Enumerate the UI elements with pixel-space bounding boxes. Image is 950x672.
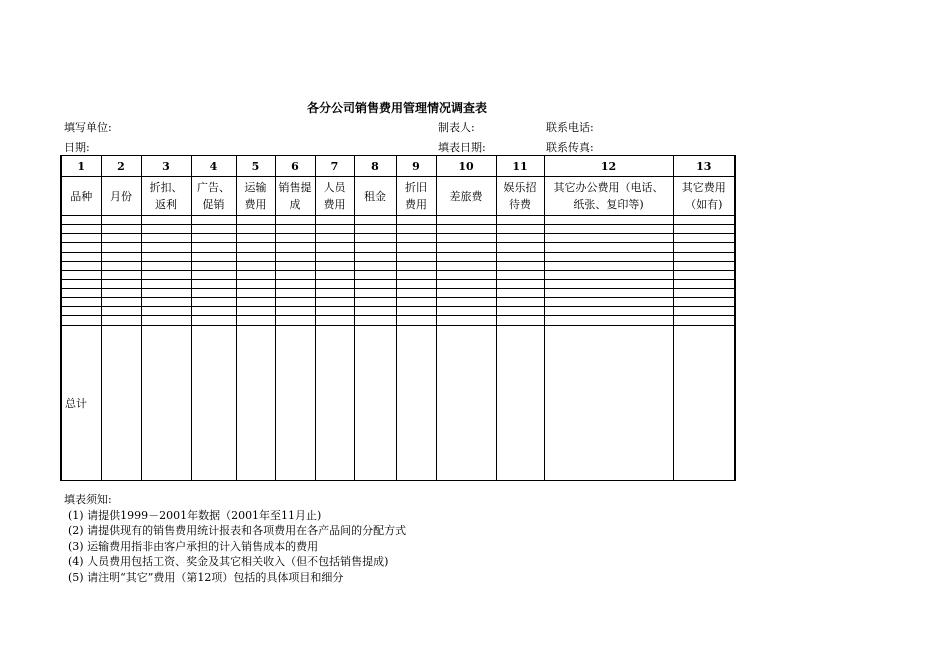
table-cell[interactable] xyxy=(61,243,101,252)
table-cell[interactable] xyxy=(236,252,275,261)
column-header-line: 费用 xyxy=(244,198,267,211)
column-number: 4 xyxy=(191,156,236,177)
note-item: (3) 运输费用指非由客户承担的计入销售成本的费用 xyxy=(68,539,319,553)
fill-unit-label: 填写单位: xyxy=(64,121,112,134)
table-row xyxy=(61,316,735,325)
table-cell[interactable] xyxy=(496,252,544,261)
table-cell[interactable] xyxy=(496,225,544,234)
table-cell[interactable] xyxy=(436,289,496,298)
column-header-line: 成 xyxy=(289,198,301,211)
table-cell[interactable] xyxy=(236,261,275,270)
table-cell[interactable] xyxy=(315,243,354,252)
table-cell[interactable] xyxy=(141,225,191,234)
table-cell[interactable] xyxy=(544,261,673,270)
table-cell[interactable] xyxy=(396,216,436,225)
table-cell[interactable] xyxy=(275,289,315,298)
table-cell[interactable] xyxy=(61,234,101,243)
notes-heading: 填表须知: xyxy=(64,493,112,506)
table-cell[interactable] xyxy=(673,289,735,298)
table-cell[interactable] xyxy=(191,225,236,234)
table-cell[interactable] xyxy=(436,316,496,325)
column-number-row xyxy=(61,156,735,177)
table-cell[interactable] xyxy=(315,216,354,225)
table-cell[interactable] xyxy=(141,243,191,252)
table-cell[interactable] xyxy=(436,307,496,316)
note-item: (5) 请注明“其它”费用（第12项）包括的具体项目和细分 xyxy=(68,570,344,584)
column-header xyxy=(396,177,436,216)
column-number: 6 xyxy=(275,156,315,177)
table-row xyxy=(61,243,735,252)
table-row xyxy=(61,307,735,316)
table-cell[interactable] xyxy=(354,279,396,288)
column-number: 13 xyxy=(673,156,735,177)
column-number: 8 xyxy=(354,156,396,177)
table-cell[interactable] xyxy=(315,316,354,325)
table-cell[interactable] xyxy=(673,298,735,307)
table-cell[interactable] xyxy=(436,252,496,261)
column-number: 1 xyxy=(61,156,101,177)
table-cell[interactable] xyxy=(544,252,673,261)
note-item: (4) 人员费用包括工资、奖金及其它相关收入（但不包括销售提成) xyxy=(68,555,389,569)
table-row xyxy=(61,270,735,279)
table-row xyxy=(61,252,735,261)
table-row xyxy=(61,289,735,298)
table-cell[interactable] xyxy=(236,243,275,252)
column-number: 7 xyxy=(315,156,354,177)
maker-label: 制表人: xyxy=(438,121,475,134)
table-cell[interactable] xyxy=(101,216,141,225)
total-label: 总计 xyxy=(61,325,101,481)
column-header xyxy=(191,177,236,216)
column-header-line: 折扣、 xyxy=(149,181,183,194)
table-cell[interactable] xyxy=(236,307,275,316)
column-header-line: 销售提 xyxy=(278,181,312,194)
table-cell[interactable] xyxy=(236,316,275,325)
table-cell[interactable] xyxy=(141,325,191,481)
table-cell[interactable] xyxy=(101,234,141,243)
table-cell[interactable] xyxy=(101,252,141,261)
table-row xyxy=(61,216,735,225)
table-cell[interactable] xyxy=(315,279,354,288)
phone-label: 联系电话: xyxy=(546,121,594,134)
column-header-line: 月份 xyxy=(110,189,132,203)
table-cell[interactable] xyxy=(354,252,396,261)
table-cell[interactable] xyxy=(191,298,236,307)
table-cell[interactable] xyxy=(496,316,544,325)
column-header-line: 人员 xyxy=(323,181,346,194)
table-cell[interactable] xyxy=(191,243,236,252)
table-cell[interactable] xyxy=(496,261,544,270)
column-number: 2 xyxy=(101,156,141,177)
table-cell[interactable] xyxy=(496,298,544,307)
column-header-line: （如有) xyxy=(685,198,723,211)
column-header-line: 其它办公费用（电话、 xyxy=(553,181,664,194)
table-cell[interactable] xyxy=(101,298,141,307)
fax-label: 联系传真: xyxy=(546,141,594,154)
table-cell[interactable] xyxy=(275,216,315,225)
table-cell[interactable] xyxy=(436,216,496,225)
table-cell[interactable] xyxy=(275,261,315,270)
table-cell[interactable] xyxy=(354,325,396,481)
table-cell[interactable] xyxy=(61,307,101,316)
table-cell[interactable] xyxy=(396,298,436,307)
table-cell[interactable] xyxy=(396,243,436,252)
table-cell[interactable] xyxy=(354,307,396,316)
table-cell[interactable] xyxy=(436,243,496,252)
table-cell[interactable] xyxy=(673,307,735,316)
table-row xyxy=(61,261,735,270)
column-header-row xyxy=(61,177,735,216)
table-cell[interactable] xyxy=(315,234,354,243)
table-cell[interactable] xyxy=(544,279,673,288)
column-number: 9 xyxy=(396,156,436,177)
table-cell[interactable] xyxy=(191,307,236,316)
column-header-line: 品种 xyxy=(70,189,93,203)
table-cell[interactable] xyxy=(141,261,191,270)
table-cell[interactable] xyxy=(101,270,141,279)
table-cell[interactable] xyxy=(673,252,735,261)
table-cell[interactable] xyxy=(673,216,735,225)
note-item: (2) 请提供现有的销售费用统计报表和各项费用在各产品间的分配方式 xyxy=(68,524,407,538)
table-cell[interactable] xyxy=(544,307,673,316)
table-cell[interactable] xyxy=(544,316,673,325)
table-cell[interactable] xyxy=(396,307,436,316)
table-cell[interactable] xyxy=(673,225,735,234)
table-cell[interactable] xyxy=(236,225,275,234)
table-cell[interactable] xyxy=(236,289,275,298)
column-header xyxy=(544,177,673,216)
table-cell[interactable] xyxy=(191,234,236,243)
column-number: 12 xyxy=(544,156,673,177)
table-cell[interactable] xyxy=(354,234,396,243)
table-cell[interactable] xyxy=(544,270,673,279)
table-cell[interactable] xyxy=(275,234,315,243)
table-cell[interactable] xyxy=(101,307,141,316)
table-cell[interactable] xyxy=(544,289,673,298)
table-cell[interactable] xyxy=(61,270,101,279)
column-header-line: 折旧 xyxy=(405,181,427,194)
table-cell[interactable] xyxy=(354,316,396,325)
column-header-line: 费用 xyxy=(405,198,427,211)
table-cell[interactable] xyxy=(275,243,315,252)
table-cell[interactable] xyxy=(275,307,315,316)
table-cell[interactable] xyxy=(354,270,396,279)
table-cell[interactable] xyxy=(354,243,396,252)
table-cell[interactable] xyxy=(436,270,496,279)
column-number: 11 xyxy=(496,156,544,177)
table-cell[interactable] xyxy=(141,234,191,243)
table-cell[interactable] xyxy=(354,261,396,270)
table-cell[interactable] xyxy=(61,279,101,288)
table-cell[interactable] xyxy=(236,216,275,225)
table-cell[interactable] xyxy=(191,279,236,288)
table-cell[interactable] xyxy=(236,325,275,481)
table-cell[interactable] xyxy=(61,261,101,270)
column-header xyxy=(496,177,544,216)
table-cell[interactable] xyxy=(496,289,544,298)
table-cell[interactable] xyxy=(436,279,496,288)
table-cell[interactable] xyxy=(236,270,275,279)
table-row xyxy=(61,298,735,307)
column-header-line: 促销 xyxy=(202,198,225,211)
table-cell[interactable] xyxy=(544,243,673,252)
table-cell[interactable] xyxy=(544,216,673,225)
table-cell[interactable] xyxy=(275,298,315,307)
table-cell[interactable] xyxy=(673,270,735,279)
table-cell[interactable] xyxy=(673,279,735,288)
table-cell[interactable] xyxy=(191,252,236,261)
column-header xyxy=(436,177,496,216)
table-cell[interactable] xyxy=(396,270,436,279)
table-cell[interactable] xyxy=(673,325,735,481)
table-cell[interactable] xyxy=(673,234,735,243)
table-cell[interactable] xyxy=(275,225,315,234)
table-cell[interactable] xyxy=(315,252,354,261)
table-cell[interactable] xyxy=(496,234,544,243)
total-row xyxy=(61,325,735,481)
table-cell[interactable] xyxy=(101,279,141,288)
column-header-line: 租金 xyxy=(364,189,386,203)
table-cell[interactable] xyxy=(191,270,236,279)
table-cell[interactable] xyxy=(61,316,101,325)
table-cell[interactable] xyxy=(396,261,436,270)
table-cell[interactable] xyxy=(354,225,396,234)
table-cell[interactable] xyxy=(141,307,191,316)
table-cell[interactable] xyxy=(191,216,236,225)
table-cell[interactable] xyxy=(315,289,354,298)
table-cell[interactable] xyxy=(101,261,141,270)
table-cell[interactable] xyxy=(236,298,275,307)
column-header-line: 返利 xyxy=(155,198,177,211)
table-cell[interactable] xyxy=(544,298,673,307)
column-number: 5 xyxy=(236,156,275,177)
table-cell[interactable] xyxy=(315,225,354,234)
column-number: 3 xyxy=(141,156,191,177)
fill-date-label: 填表日期: xyxy=(438,141,486,154)
table-cell[interactable] xyxy=(101,325,141,481)
table-cell[interactable] xyxy=(101,225,141,234)
table-cell[interactable] xyxy=(436,234,496,243)
table-cell[interactable] xyxy=(315,298,354,307)
table-cell[interactable] xyxy=(496,270,544,279)
table-cell[interactable] xyxy=(315,325,354,481)
column-header-line: 待费 xyxy=(509,198,531,211)
table-cell[interactable] xyxy=(141,316,191,325)
table-cell[interactable] xyxy=(141,216,191,225)
table-cell[interactable] xyxy=(315,270,354,279)
table-cell[interactable] xyxy=(396,279,436,288)
table-cell[interactable] xyxy=(396,234,436,243)
table-cell[interactable] xyxy=(141,298,191,307)
table-cell[interactable] xyxy=(101,243,141,252)
table-cell[interactable] xyxy=(141,252,191,261)
date-label: 日期: xyxy=(64,141,90,154)
table-cell[interactable] xyxy=(191,261,236,270)
table-cell[interactable] xyxy=(61,289,101,298)
table-cell[interactable] xyxy=(496,279,544,288)
table-cell[interactable] xyxy=(354,289,396,298)
column-header-line: 其它费用 xyxy=(681,181,726,194)
table-cell[interactable] xyxy=(236,279,275,288)
column-header xyxy=(236,177,275,216)
table-cell[interactable] xyxy=(101,289,141,298)
table-cell[interactable] xyxy=(496,325,544,481)
table-cell[interactable] xyxy=(673,261,735,270)
table-cell[interactable] xyxy=(275,270,315,279)
table-cell[interactable] xyxy=(396,225,436,234)
table-cell[interactable] xyxy=(275,252,315,261)
table-cell[interactable] xyxy=(396,289,436,298)
column-header-line: 运输 xyxy=(244,181,267,194)
column-number: 10 xyxy=(436,156,496,177)
page-title: 各分公司销售费用管理情况调查表 xyxy=(306,101,487,115)
table-cell[interactable] xyxy=(275,316,315,325)
table-cell[interactable] xyxy=(236,234,275,243)
table-cell[interactable] xyxy=(141,270,191,279)
expense-survey-table xyxy=(60,155,736,481)
note-item: (1) 请提供1999－2001年数据（2001年至11月止) xyxy=(68,508,322,522)
table-cell[interactable] xyxy=(396,325,436,481)
table-cell[interactable] xyxy=(61,298,101,307)
column-header xyxy=(61,177,101,216)
table-cell[interactable] xyxy=(673,316,735,325)
table-cell[interactable] xyxy=(496,243,544,252)
table-cell[interactable] xyxy=(315,307,354,316)
table-row xyxy=(61,225,735,234)
table-cell[interactable] xyxy=(61,225,101,234)
column-header-line: 差旅费 xyxy=(449,189,483,203)
table-cell[interactable] xyxy=(496,216,544,225)
table-cell[interactable] xyxy=(315,261,354,270)
table-cell[interactable] xyxy=(544,325,673,481)
table-cell[interactable] xyxy=(275,279,315,288)
table-cell[interactable] xyxy=(436,325,496,481)
table-cell[interactable] xyxy=(191,316,236,325)
table-cell[interactable] xyxy=(275,325,315,481)
column-header-line: 广告、 xyxy=(197,181,230,194)
column-header xyxy=(354,177,396,216)
column-header xyxy=(101,177,141,216)
table-cell[interactable] xyxy=(61,216,101,225)
column-header-line: 娱乐招 xyxy=(503,181,537,194)
table-cell[interactable] xyxy=(354,298,396,307)
table-cell[interactable] xyxy=(61,252,101,261)
table-cell[interactable] xyxy=(191,289,236,298)
table-cell[interactable] xyxy=(101,316,141,325)
column-header-line: 纸张、复印等) xyxy=(573,198,644,211)
column-header-line: 费用 xyxy=(323,198,346,211)
column-header xyxy=(275,177,315,216)
table-cell[interactable] xyxy=(436,261,496,270)
table-cell[interactable] xyxy=(673,243,735,252)
table-cell[interactable] xyxy=(396,316,436,325)
table-cell[interactable] xyxy=(496,307,544,316)
table-cell[interactable] xyxy=(141,279,191,288)
fill-instructions xyxy=(64,492,406,586)
table-row xyxy=(61,234,735,243)
column-header xyxy=(315,177,354,216)
table-row xyxy=(61,279,735,288)
table-cell[interactable] xyxy=(354,216,396,225)
table-cell[interactable] xyxy=(436,298,496,307)
column-header xyxy=(673,177,735,216)
table-cell[interactable] xyxy=(544,234,673,243)
column-header xyxy=(141,177,191,216)
table-cell[interactable] xyxy=(191,325,236,481)
table-cell[interactable] xyxy=(544,225,673,234)
table-cell[interactable] xyxy=(141,289,191,298)
table-cell[interactable] xyxy=(396,252,436,261)
table-cell[interactable] xyxy=(436,225,496,234)
